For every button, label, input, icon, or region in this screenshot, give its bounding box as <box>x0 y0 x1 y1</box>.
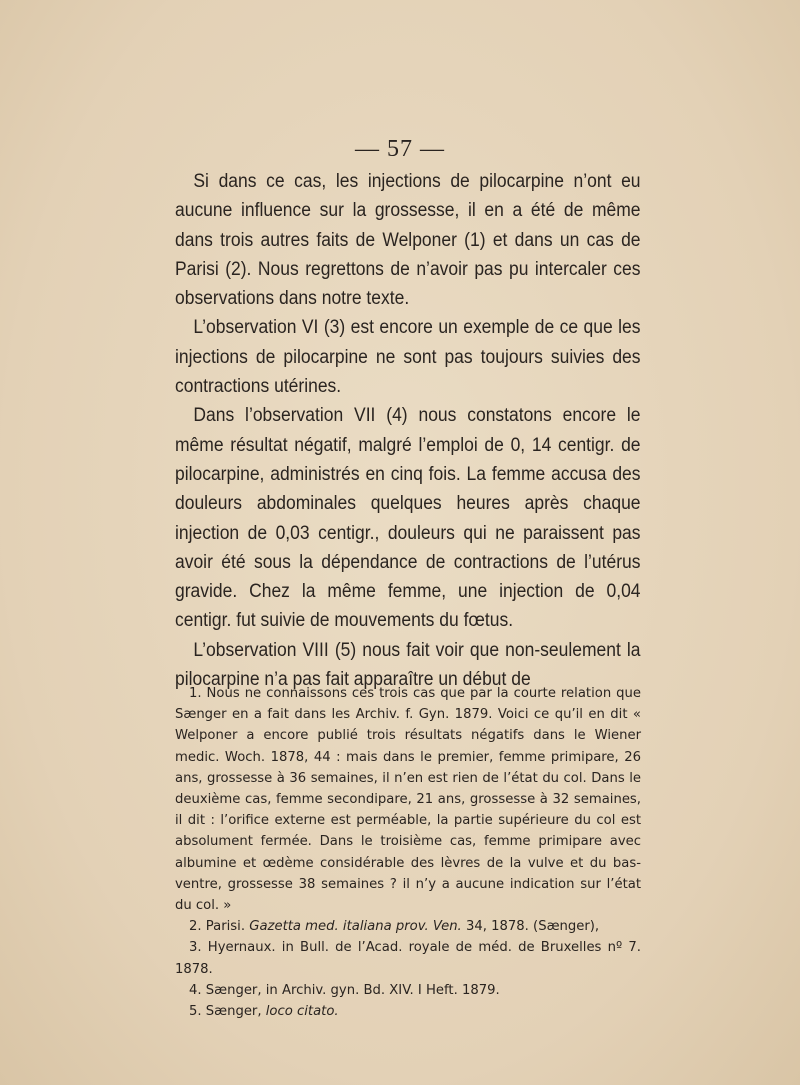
footnote-4: 4. Sænger, in Archiv. gyn. Bd. XIV. I Heft. 1879. <box>189 982 500 998</box>
footnote-5: 5. Sænger, loco citato. <box>189 1004 339 1020</box>
paragraph-3: Dans l’observation VII (4) nous constatons encore le même résultat négatif, malgré l’emploi de 0, 14 centigr. de pilocarpine, administrés en cinq fois. La femme accusa des douleurs abdominales quelques heures après chaque injection de 0,03 centigr., douleurs qui ne paraissent pas avoir été sous la dépendance de contractions de l’utérus gravide. Chez la même femme, une injection de 0,04 centigr. fut suivie de mouvements du fœtus. <box>175 405 641 632</box>
paragraph-4: L’observation VIII (5) nous fait voir que non-seulement la pilocarpine n’a pas fait apparaître un début de <box>175 639 641 691</box>
footnote-3: 3. Hyernaux. in Bull. de l’Acad. royale de méd. de Bruxelles nº 7. 1878. <box>175 940 641 977</box>
paragraph-1: Si dans ce cas, les injections de pilocarpine n’ont eu aucune influence sur la grossesse, il en a été de même dans trois autres faits de Welponer (1) et dans un cas de Parisi (2). Nous regrettons de n’avoir pas pu intercaler ces observations dans notre texte. <box>175 171 641 310</box>
footnote-2: 2. Parisi. Gazetta med. italiana prov. Ven. 34, 1878. (Sænger), <box>189 919 600 935</box>
paragraph-2: L’observation VI (3) est encore un exemple de ce que les injections de pilocarpine ne sont pas toujours suivies des contractions utérines. <box>175 317 641 398</box>
footnotes <box>175 683 641 1022</box>
footnote-5-italic: loco citato. <box>265 1004 339 1020</box>
main-text <box>175 167 641 694</box>
page-number: — 57 — <box>355 136 445 162</box>
footnote-2-title: Gazetta med. italiana prov. Ven. <box>249 919 462 935</box>
footnote-1: 1. Nous ne connaissons ces trois cas que par la courte relation que Sænger en a fait dans les Archiv. f. Gyn. 1879. Voici ce qu’il en dit « Welponer a encore publié trois résultats négatifs dans le Wiener medic. Woch. 1878, 44 : mais dans le premier, femme primipare, 26 ans, grossesse à 36 semaines, il n’en est rien de l’état du col. Dans le deuxième cas, femme secondipare, 21 ans, grossesse à 32 semaines, il dit : l’orifice externe est perméable, la partie supérieure du col est absolument fermée. Dans le troisième cas, femme primipare avec albumine et œdème considérable des lèvres de la vulve et du bas-ventre, grossesse 38 semaines ? il n’y a aucune indication sur l’état du col. » <box>175 686 641 914</box>
